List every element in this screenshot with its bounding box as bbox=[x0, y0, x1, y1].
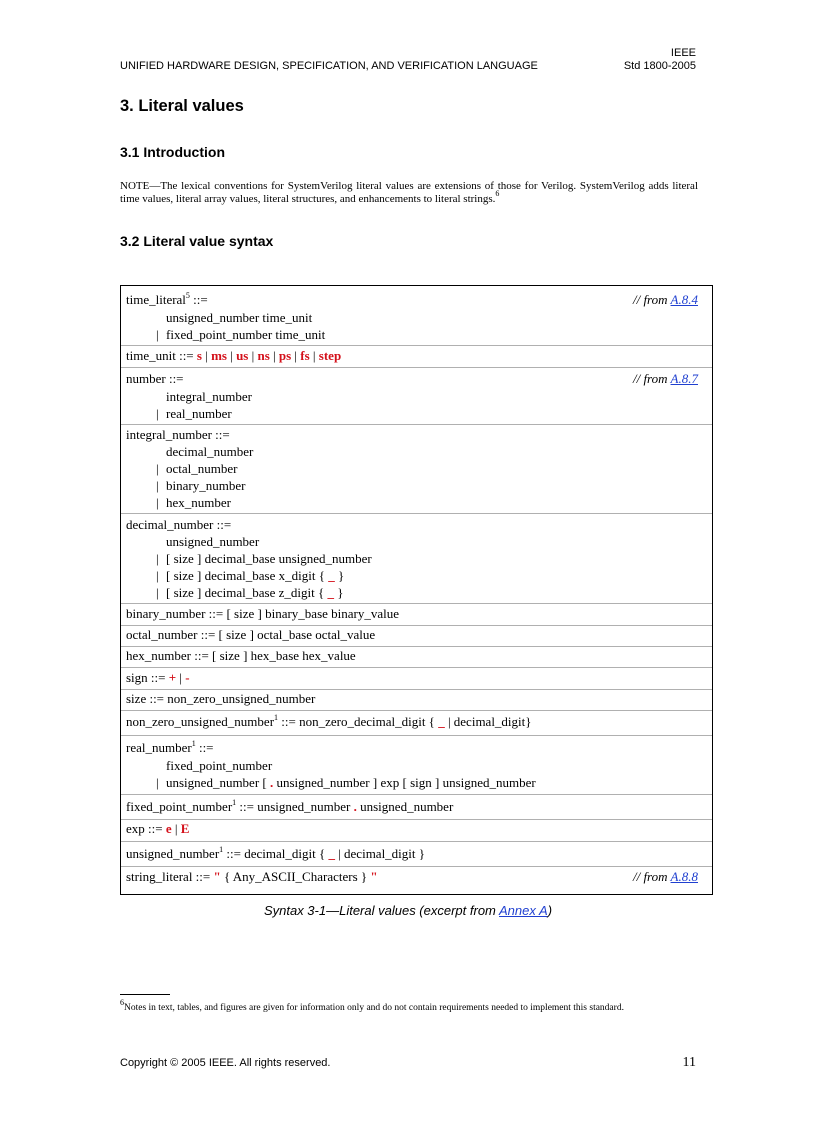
syntax-line: | hex_number bbox=[156, 495, 231, 510]
running-header: UNIFIED HARDWARE DESIGN, SPECIFICATION, AND VERIFICATION LANGUAGE bbox=[120, 60, 538, 72]
syntax-number: number ::= bbox=[126, 371, 184, 386]
syntax-hex-number: hex_number ::= [ size ] hex_base hex_value bbox=[126, 648, 356, 663]
standard-org: IEEE bbox=[670, 47, 696, 59]
syntax-line: | octal_number bbox=[156, 461, 238, 476]
syntax-fixed-point-number: fixed_point_number$^1$ ::= unsigned_number . unsigned_number bbox=[126, 797, 454, 814]
syntax-time-unit: time_unit ::= s | ms | us | ns | ps | fs | step bbox=[126, 348, 342, 363]
syntax-exp: exp ::= e | E bbox=[126, 821, 190, 836]
link-a87[interactable]: A.8.7 bbox=[670, 371, 698, 386]
syntax-size: size ::= non_zero_unsigned_number bbox=[126, 691, 316, 706]
from-ref-a88: // from A.8.8 bbox=[632, 869, 698, 884]
syntax-time-literal: time_literal$^5$ ::= bbox=[126, 290, 208, 307]
syntax-decimal-number: decimal_number ::= bbox=[126, 517, 232, 532]
subsection-introduction-title: 3.1 Introduction bbox=[120, 144, 225, 160]
syntax-line: integral_number bbox=[166, 389, 252, 404]
syntax-line: | [ size ] decimal_base z_digit { _ } bbox=[156, 585, 344, 600]
standard-number: Std 1800-2005 bbox=[623, 60, 696, 72]
page-number: 11 bbox=[682, 1055, 696, 1070]
syntax-line: unsigned_number time_unit bbox=[166, 310, 313, 325]
syntax-caption: Syntax 3-1—Literal values (excerpt from Annex A) bbox=[263, 903, 553, 918]
syntax-line: unsigned_number bbox=[166, 534, 260, 549]
syntax-binary-number: binary_number ::= [ size ] binary_base binary_value bbox=[126, 606, 400, 621]
syntax-real-number: real_number$^1$ ::= bbox=[126, 738, 214, 755]
note-paragraph bbox=[120, 180, 698, 206]
syntax-line: | [ size ] decimal_base unsigned_number bbox=[156, 551, 372, 566]
syntax-integral-number: integral_number ::= bbox=[126, 427, 230, 442]
syntax-line: | fixed_point_number time_unit bbox=[156, 327, 326, 342]
footnote-rule bbox=[120, 994, 170, 995]
syntax-line: fixed_point_number bbox=[166, 758, 273, 773]
syntax-non-zero-unsigned-number: non_zero_unsigned_number$^1$ ::= non_zero_decimal_digit { _ | decimal_digit} bbox=[126, 712, 532, 729]
footnote-ref[interactable]: 6 bbox=[495, 189, 500, 199]
syntax-line: | unsigned_number [ . unsigned_number ] exp [ sign ] unsigned_number bbox=[156, 775, 536, 790]
syntax-string-literal: string_literal ::= " { Any_ASCII_Characters } " bbox=[126, 869, 378, 884]
syntax-octal-number: octal_number ::= [ size ] octal_base octal_value bbox=[126, 627, 376, 642]
syntax-box bbox=[120, 285, 713, 895]
link-a84[interactable]: A.8.4 bbox=[670, 292, 698, 307]
footnote-text: Notes in text, tables, and figures are given for information only and do not contain requirements needed to implement this standard. bbox=[124, 1003, 624, 1013]
from-ref-a87: // from A.8.7 bbox=[632, 371, 698, 386]
from-ref-a84: // from A.8.4 bbox=[632, 292, 698, 307]
footnote-number: 6 bbox=[120, 997, 124, 1007]
note-text: NOTE—The lexical conventions for SystemVerilog literal values are extensions of those for Verilog. SystemVerilog adds literal time values, literal array values, literal structures, and enhancements to literal strings. bbox=[120, 180, 698, 205]
syntax-line: | real_number bbox=[156, 406, 232, 421]
syntax-line: | [ size ] decimal_base x_digit { _ } bbox=[156, 568, 345, 583]
footnote bbox=[120, 997, 624, 1013]
section-title: 3. Literal values bbox=[120, 97, 244, 115]
subsection-syntax-title: 3.2 Literal value syntax bbox=[120, 233, 274, 249]
standard-id bbox=[624, 47, 696, 73]
syntax-line: decimal_number bbox=[166, 444, 254, 459]
copyright-notice: Copyright © 2005 IEEE. All rights reserved. bbox=[120, 1057, 331, 1069]
syntax-line: | binary_number bbox=[156, 478, 246, 493]
link-annex-a[interactable]: Annex A bbox=[499, 903, 548, 918]
link-a88[interactable]: A.8.8 bbox=[670, 869, 698, 884]
syntax-sign: sign ::= + | - bbox=[126, 670, 190, 685]
syntax-unsigned-number: unsigned_number$^1$ ::= decimal_digit { _ | decimal_digit } bbox=[126, 844, 426, 861]
